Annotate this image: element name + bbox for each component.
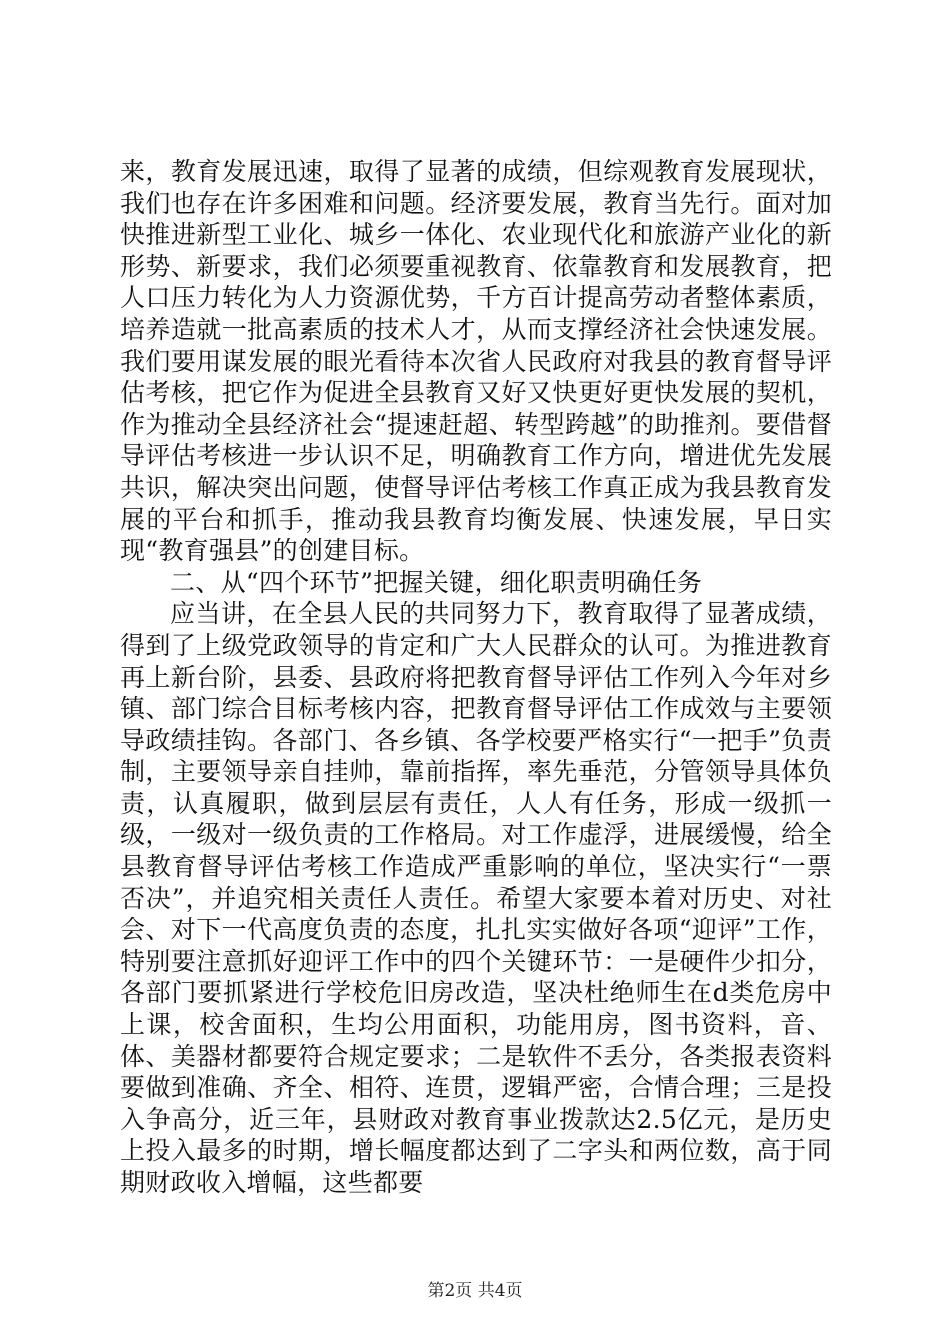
continuation-paragraph: 来，教育发展迅速，取得了显著的成绩，但综观教育发展现状，我们也存在许多困难和问题。经济要发展，教育当先行。面对加快推进新型工业化、城乡一体化、农业现代化和旅游产业化的新形势、新要求，我们必须要重视教育、依靠教育和发展教育，把人口压力转化为人力资源优势，千方百计提高劳动者整体素质，培养造就一批高素质的技术人才，从而支撑经济社会快速发展。我们要用谋发展的眼光看待本次省人民政府对我县的教育督导评估考核，把它作为促进全县教育又好又快更好更快发展的契机，作为推动全县经济社会“提速赶超、转型跨越”的助推剂。要借督导评估考核进一步认识不足，明确教育工作方向，增进优先发展共识，解决突出问题，使督导评估考核工作真正成为我县教育发展的平台和抓手，推动我县教育均衡发展、快速发展，早日实现“教育强县”的创建目标。 xyxy=(120,157,832,566)
page-number-footer: 第2页 共4页 xyxy=(427,1281,523,1301)
section-body-paragraph: 应当讲，在全县人民的共同努力下，教育取得了显著成绩，得到了上级党政领导的肯定和广大人民群众的认可。为推进教育再上新台阶，县委、县政府将把教育督导评估工作列入今年对乡镇、部门综合目标考核内容，把教育督导评估工作成效与主要领导政绩挂钩。各部门、各乡镇、各学校要严格实行“一把手”负责制，主要领导亲自挂帅，靠前指挥，率先垂范，分管领导具体负责，认真履职，做到层层有责任，人人有任务，形成一级抓一级，一级对一级负责的工作格局。对工作虚浮，进展缓慢，给全县教育督导评估考核工作造成严重影响的单位，坚决实行“一票否决”，并追究相关责任人责任。希望大家要本着对历史、对社会、对下一代高度负责的态度，扎扎实实做好各项“迎评”工作，特别要注意抓好迎评工作中的四个关键环节：一是硬件少扣分，各部门要抓紧进行学校危旧房改造，坚决杜绝师生在d类危房中上课，校舍面积，生均公用面积，功能用房，图书资料，音、体、美器材都要符合规定要求；二是软件不丢分，各类报表资料要做到准确、齐全、相符、连贯，逻辑严密，合情合理；三是投入争高分，近三年，县财政对教育事业拨款达2.5亿元，是历史上投入最多的时期，增长幅度都达到了二字头和两位数，高于同期财政收入增幅，这些都要 xyxy=(120,599,832,1197)
document-body xyxy=(120,156,832,1199)
section-heading: 二、从“四个环节”把握关键，细化职责明确任务 xyxy=(170,567,703,597)
